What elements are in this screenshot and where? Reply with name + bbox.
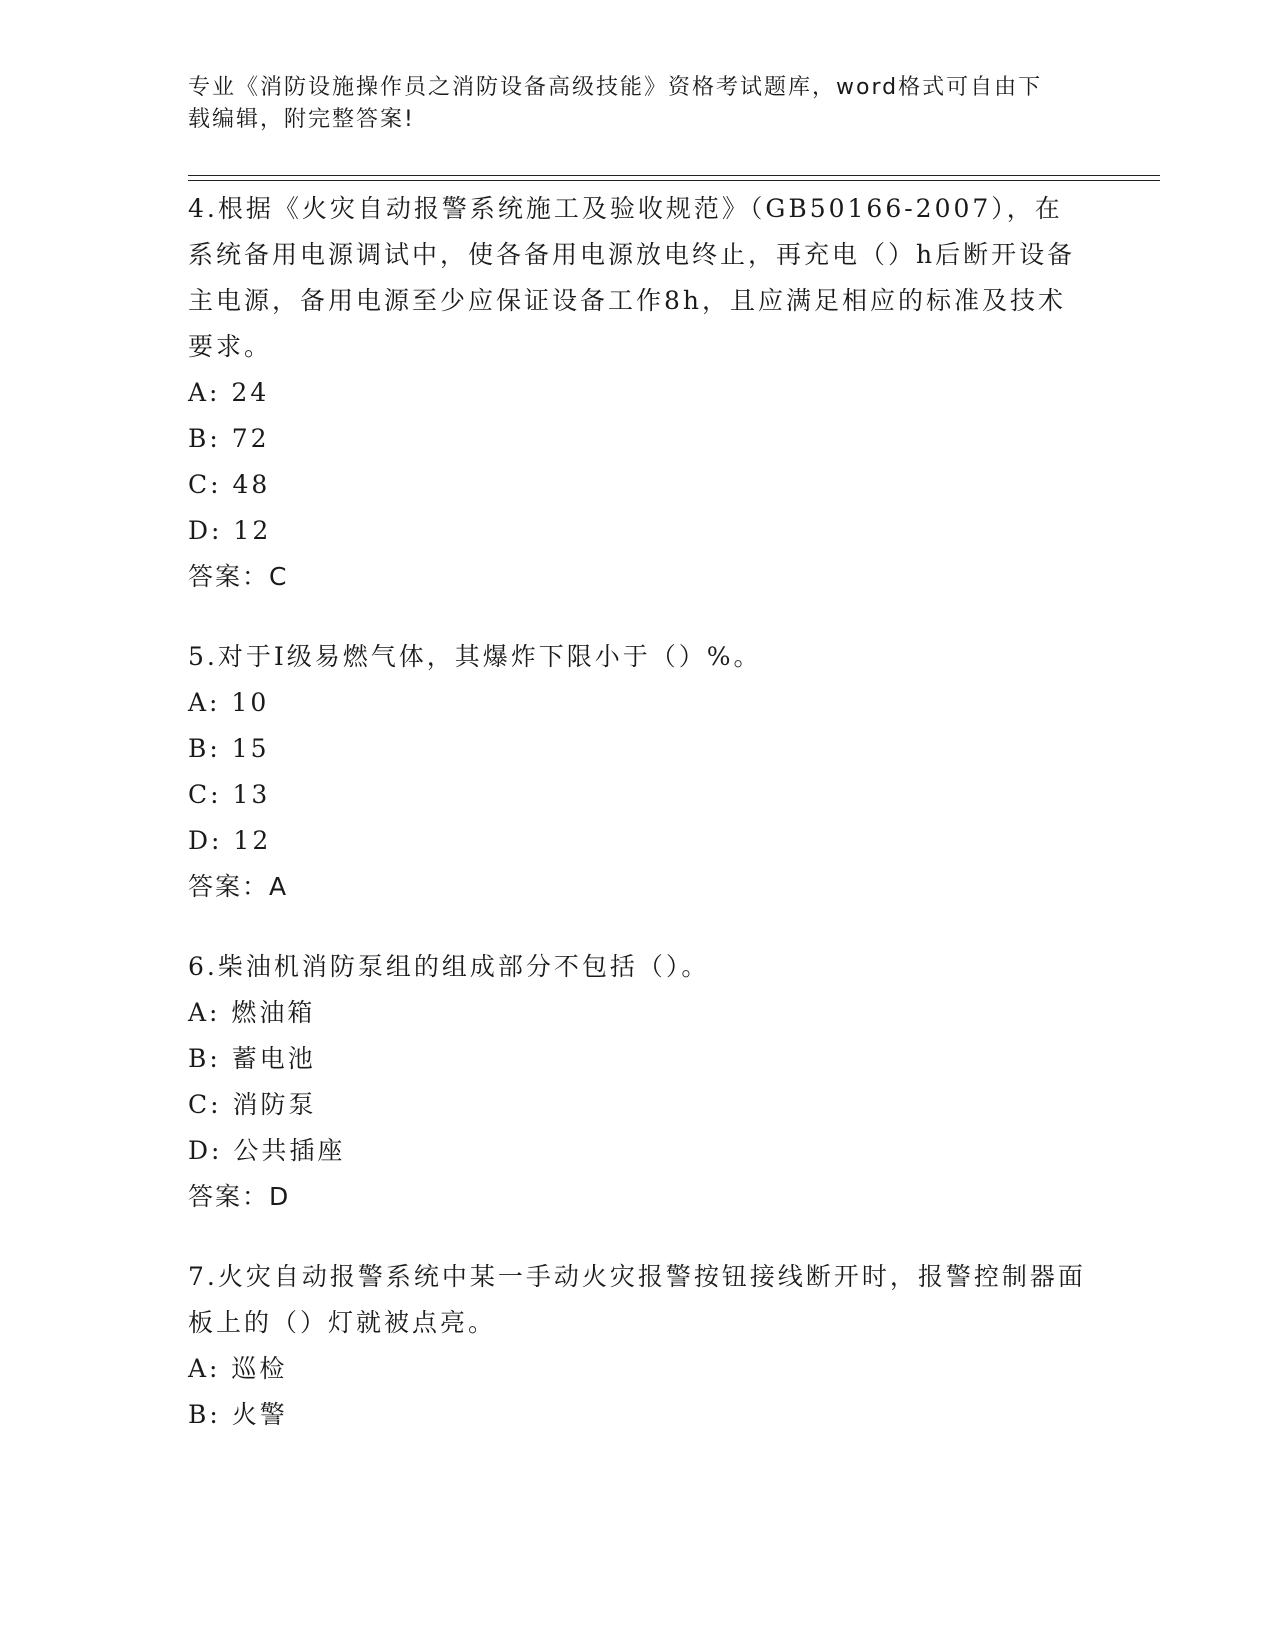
answer: 答案：A <box>188 872 289 901</box>
header-divider-bottom <box>188 180 1160 181</box>
option-a: A: 巡检 <box>188 1354 288 1383</box>
answer: 答案：D <box>188 1182 291 1211</box>
option-a: A: 燃油箱 <box>188 998 316 1027</box>
header-line-1: 专业《消防设施操作员之消防设备高级技能》资格考试题库，word格式可自由下 <box>188 75 1043 100</box>
header-divider-top <box>188 175 1160 176</box>
question-4 <box>188 186 1088 600</box>
question-text: 4.根据《火灾自动报警系统施工及验收规范》（GB50166-2007），在系统备用电源调试中，使各备用电源放电终止，再充电（）h后断开设备主电源，备用电源至少应保证设备工作8h，且应满足相应的标准及技术要求。 <box>188 194 1076 361</box>
question-text: 7.火灾自动报警系统中某一手动火灾报警按钮接线断开时，报警控制器面板上的（）灯就被点亮。 <box>188 1262 1086 1337</box>
option-d: D: 12 <box>188 826 272 855</box>
option-d: D: 公共插座 <box>188 1136 346 1165</box>
question-5 <box>188 634 1088 910</box>
option-c: C: 13 <box>188 780 271 809</box>
question-text: 6.柴油机消防泵组的组成部分不包括（）。 <box>188 952 710 981</box>
option-a: A: 24 <box>188 378 270 407</box>
answer: 答案：C <box>188 562 289 591</box>
question-6 <box>188 944 1088 1220</box>
document-header <box>188 72 1088 136</box>
header-line-2: 载编辑，附完整答案! <box>188 107 415 132</box>
option-a: A: 10 <box>188 688 270 717</box>
option-d: D: 12 <box>188 516 272 545</box>
question-text: 5.对于Ⅰ级易燃气体，其爆炸下限小于（）%。 <box>188 642 762 671</box>
option-b: B: 火警 <box>188 1400 288 1429</box>
option-c: C: 消防泵 <box>188 1090 317 1119</box>
option-b: B: 72 <box>188 424 270 453</box>
question-7 <box>188 1254 1088 1438</box>
option-b: B: 15 <box>188 734 270 763</box>
option-c: C: 48 <box>188 470 271 499</box>
option-b: B: 蓄电池 <box>188 1044 316 1073</box>
question-list <box>188 186 1088 1472</box>
